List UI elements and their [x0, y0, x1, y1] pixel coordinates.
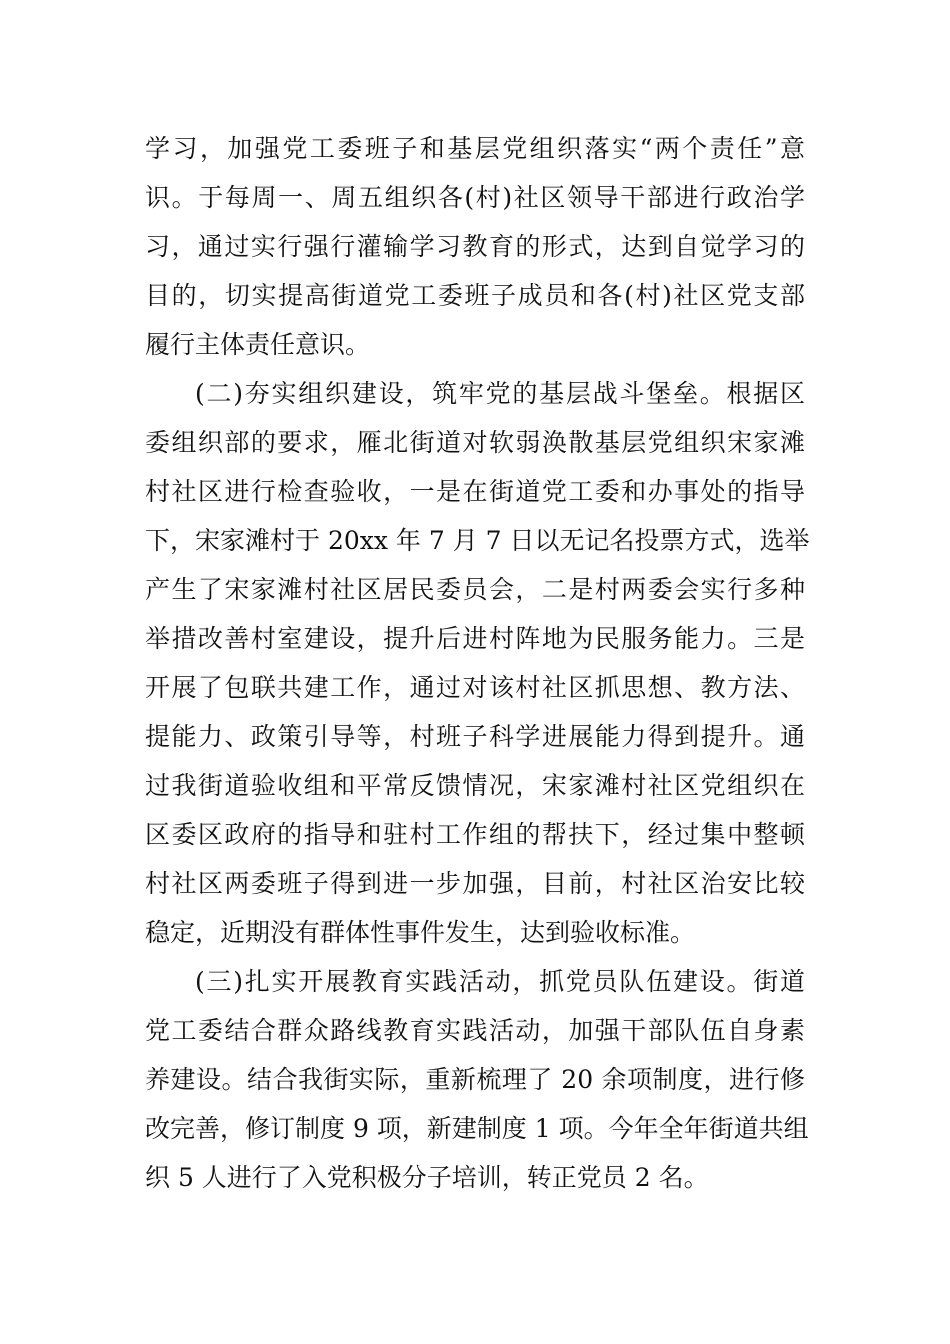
document-body	[145, 124, 810, 1202]
text-line: 过我街道验收组和平常反馈情况，宋家滩村社区党组织在	[145, 771, 805, 800]
text-line: 村社区进行检查验收，一是在街道党工委和办事处的指导	[145, 477, 805, 506]
text-line: 下，宋家滩村于 20xx 年 7 月 7 日以无记名投票方式，选举	[145, 526, 810, 555]
text-line: 举措改善村室建设，提升后进村阵地为民服务能力。三是	[145, 624, 805, 653]
text-line: 村社区两委班子得到进一步加强，目前，村社区治安比较	[145, 869, 805, 898]
text-line: 区委区政府的指导和驻村工作组的帮扶下，经过集中整顿	[145, 820, 805, 849]
text-line: 习，通过实行强行灌输学习教育的形式，达到自觉学习的	[145, 232, 805, 261]
text-line: 养建设。结合我街实际，重新梳理了 20 余项制度，进行修	[145, 1065, 805, 1094]
paragraph-3	[145, 957, 809, 1202]
text-line: 产生了宋家滩村社区居民委员会，二是村两委会实行多种	[145, 575, 805, 604]
text-line: (二)夯实组织建设，筑牢党的基层战斗堡垒。根据区	[195, 379, 805, 408]
text-line: 识。于每周一、周五组织各(村)社区领导干部进行政治学	[145, 183, 805, 212]
text-line: 开展了包联共建工作，通过对该村社区抓思想、教方法、	[145, 673, 805, 702]
paragraph-1	[145, 124, 805, 369]
paragraph-2	[145, 369, 810, 957]
text-line: 学习，加强党工委班子和基层党组织落实“两个责任”意	[145, 134, 805, 163]
text-line: 履行主体责任意识。	[145, 330, 371, 359]
text-line: 党工委结合群众路线教育实践活动，加强干部队伍自身素	[145, 1016, 805, 1045]
text-line: 提能力、政策引导等，村班子科学进展能力得到提升。通	[145, 722, 805, 751]
text-line: 目的，切实提高街道党工委班子成员和各(村)社区党支部	[145, 281, 805, 310]
text-line: 稳定，近期没有群体性事件发生，达到验收标准。	[145, 918, 696, 947]
text-line: 改完善，修订制度 9 项，新建制度 1 项。今年全年街道共组	[145, 1114, 809, 1143]
text-line: (三)扎实开展教育实践活动，抓党员队伍建设。街道	[195, 967, 805, 996]
text-line: 委组织部的要求，雁北街道对软弱涣散基层党组织宋家滩	[145, 428, 805, 457]
text-line: 织 5 人进行了入党积极分子培训，转正党员 2 名。	[145, 1163, 709, 1192]
